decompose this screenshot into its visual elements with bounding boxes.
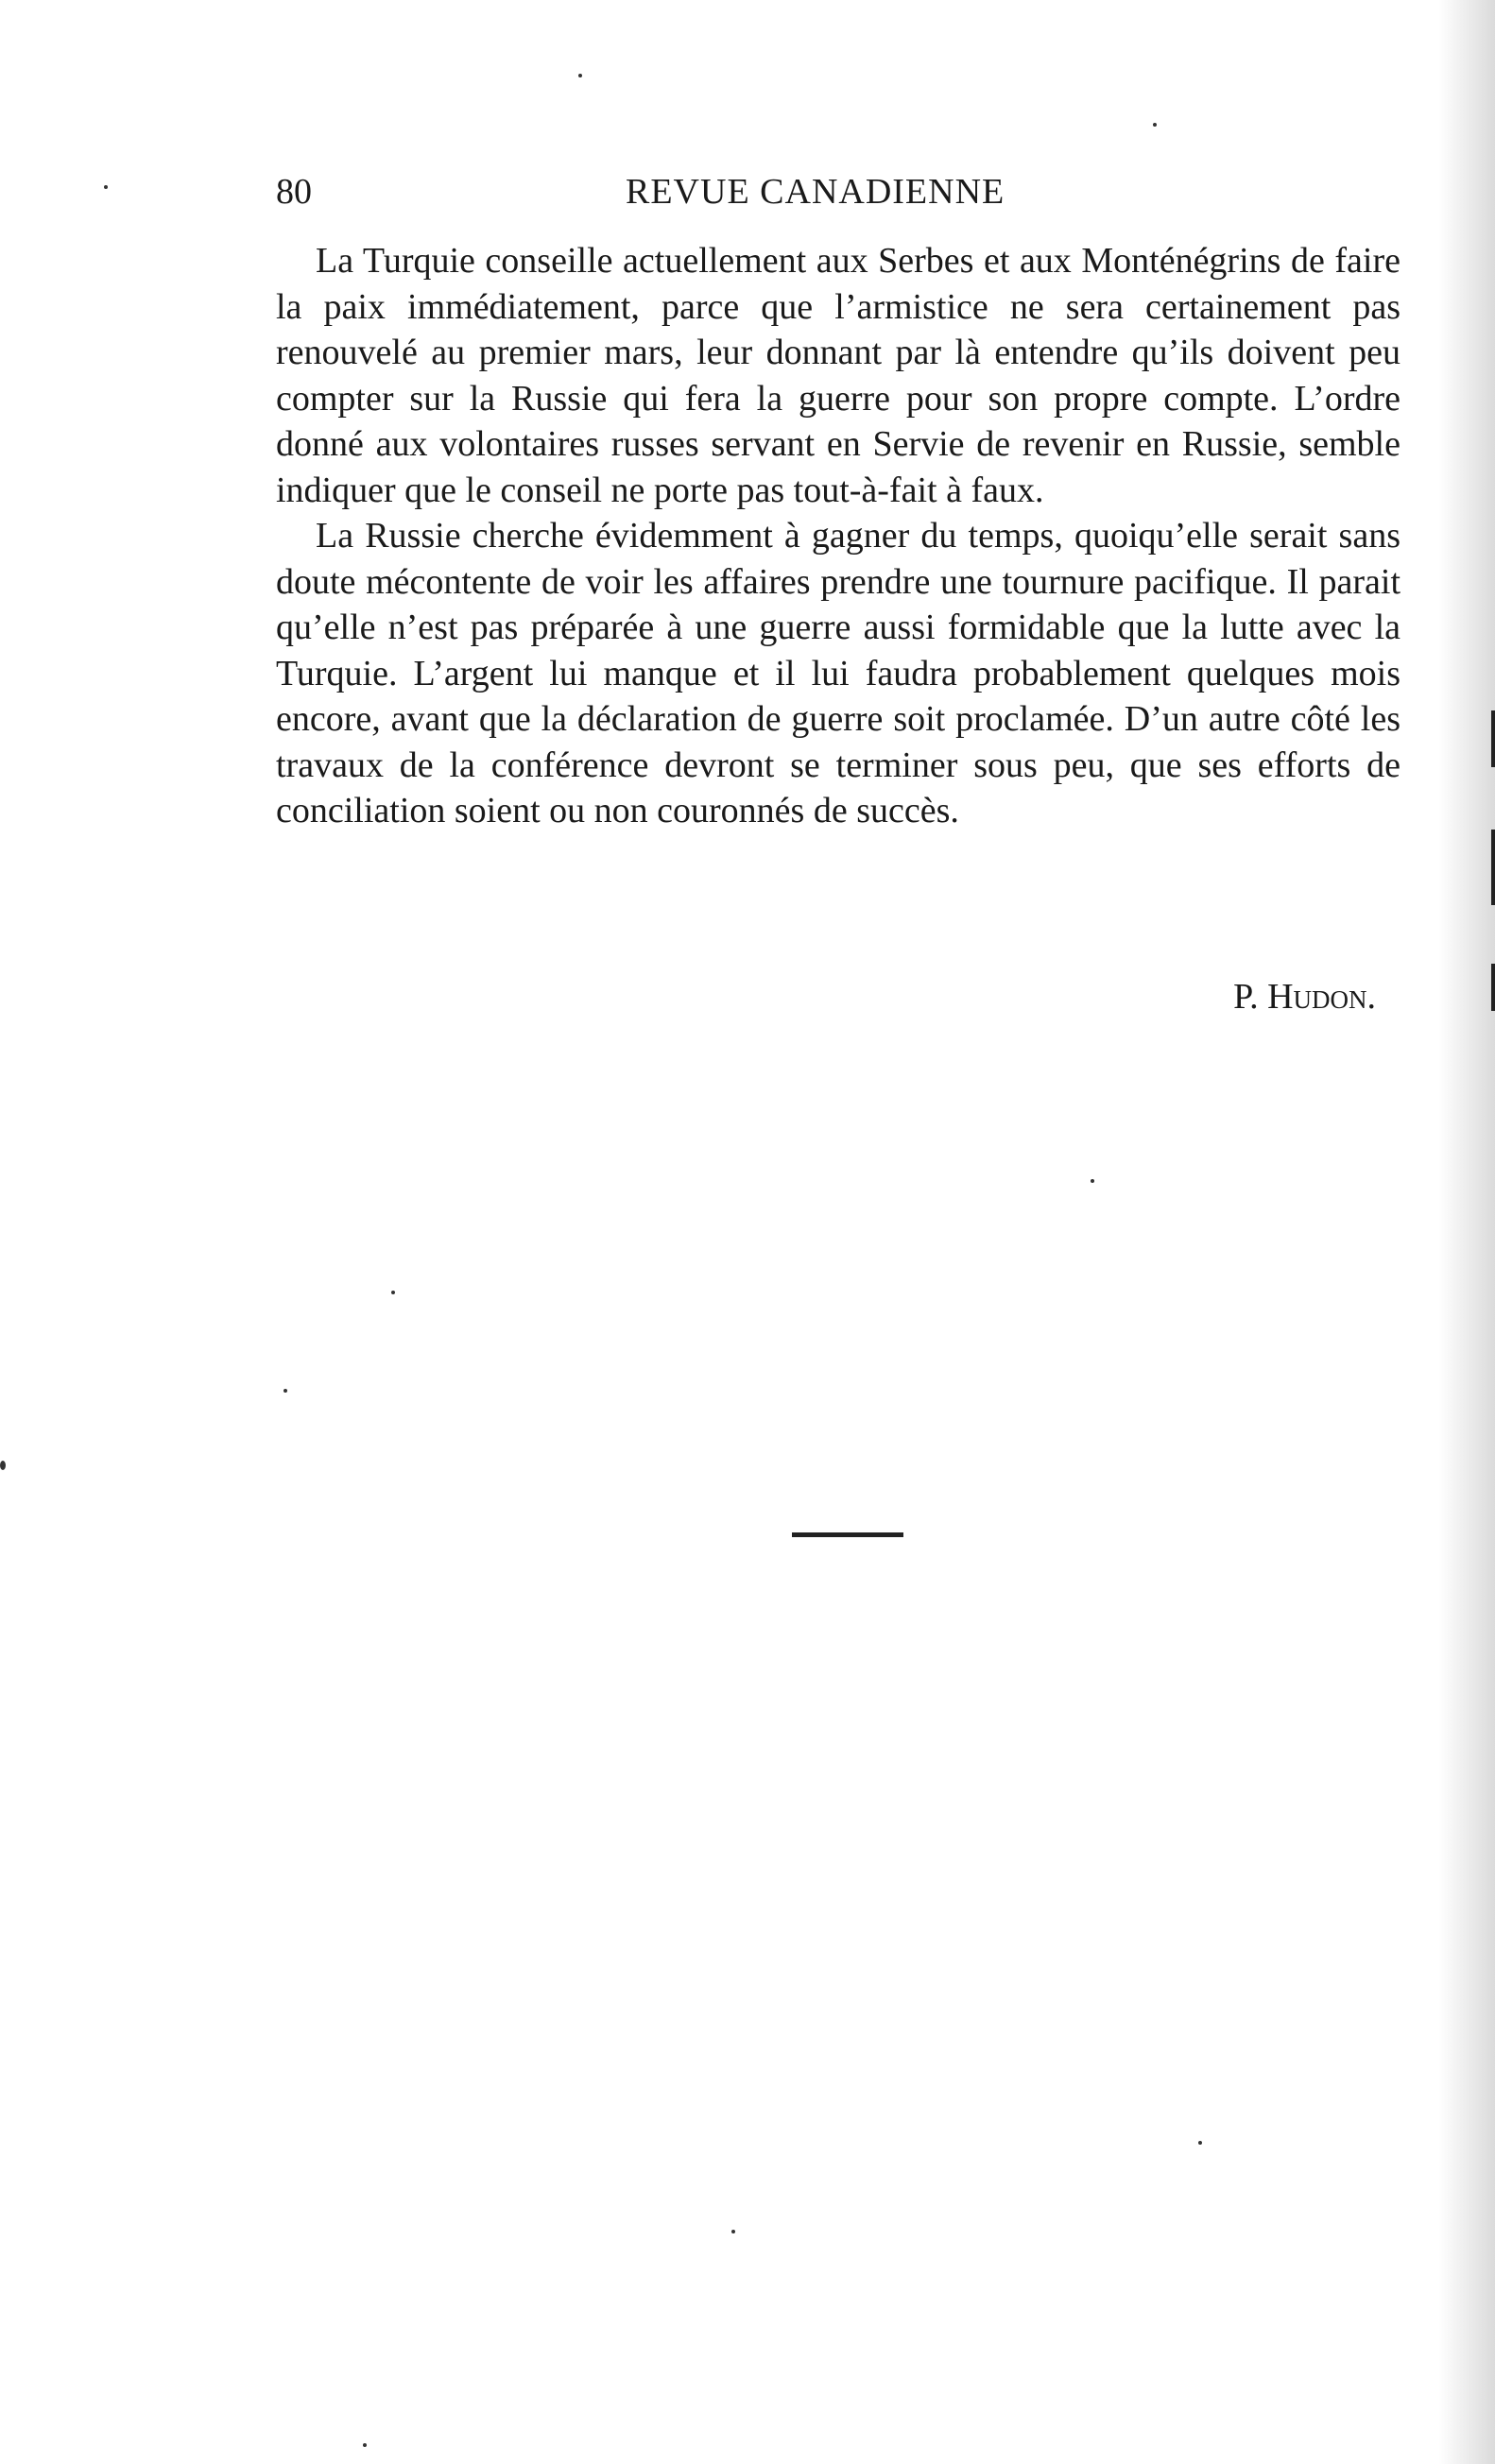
scan-speck xyxy=(363,2443,367,2447)
scan-speck xyxy=(1091,1179,1094,1183)
scan-speck xyxy=(391,1291,395,1294)
paragraph: La Turquie conseille actuellement aux Serbes et aux Monténégrins de faire la paix immédiatement, parce que l’armistice ne sera certainement pas renouvelé au premier mars, leur donnant par là entendre qu’ils doivent peu compter sur la Russie qui fera la guerre pour son propre compte. L’ordre donné aux volontaires russes servant en Servie de revenir en Russie, semble indiquer que le conseil ne porte pas tout-à-fait à faux. xyxy=(276,241,1400,510)
scan-edge-shadow xyxy=(1438,0,1495,2464)
paragraph: La Russie cherche évidemment à gagner du temps, quoiqu’elle serait sans doute mécontente de voir les affaires prendre une tournure pacifique. Il parait qu’elle n’est pas préparée à une guerre aussi formidable que la lutte avec la Turquie. L’argent lui manque et il lui faudra probablement quelques mois encore, avant que la déclaration de guerre soit proclamée. D’un autre côté les travaux de la conférence devront se terminer sous peu, que ses efforts de conciliation soient ou non couronnés de succès. xyxy=(276,516,1400,830)
section-divider xyxy=(792,1532,903,1537)
scan-edge-mark xyxy=(1491,830,1495,905)
scan-speck xyxy=(731,2230,735,2233)
scan-speck xyxy=(284,1389,287,1393)
scan-edge-mark xyxy=(1491,710,1495,767)
scan-speck xyxy=(0,1461,6,1470)
scan-speck xyxy=(578,74,582,77)
article-body xyxy=(276,238,1400,834)
scan-speck xyxy=(104,185,108,189)
page-header xyxy=(276,168,1400,215)
author-signature: P. Hudon. xyxy=(1233,977,1376,1017)
scan-speck xyxy=(1153,123,1157,127)
running-title: REVUE CANADIENNE xyxy=(626,172,1005,212)
page-number: 80 xyxy=(276,172,312,212)
scan-speck xyxy=(1198,2141,1202,2145)
scan-edge-mark xyxy=(1491,964,1495,1011)
